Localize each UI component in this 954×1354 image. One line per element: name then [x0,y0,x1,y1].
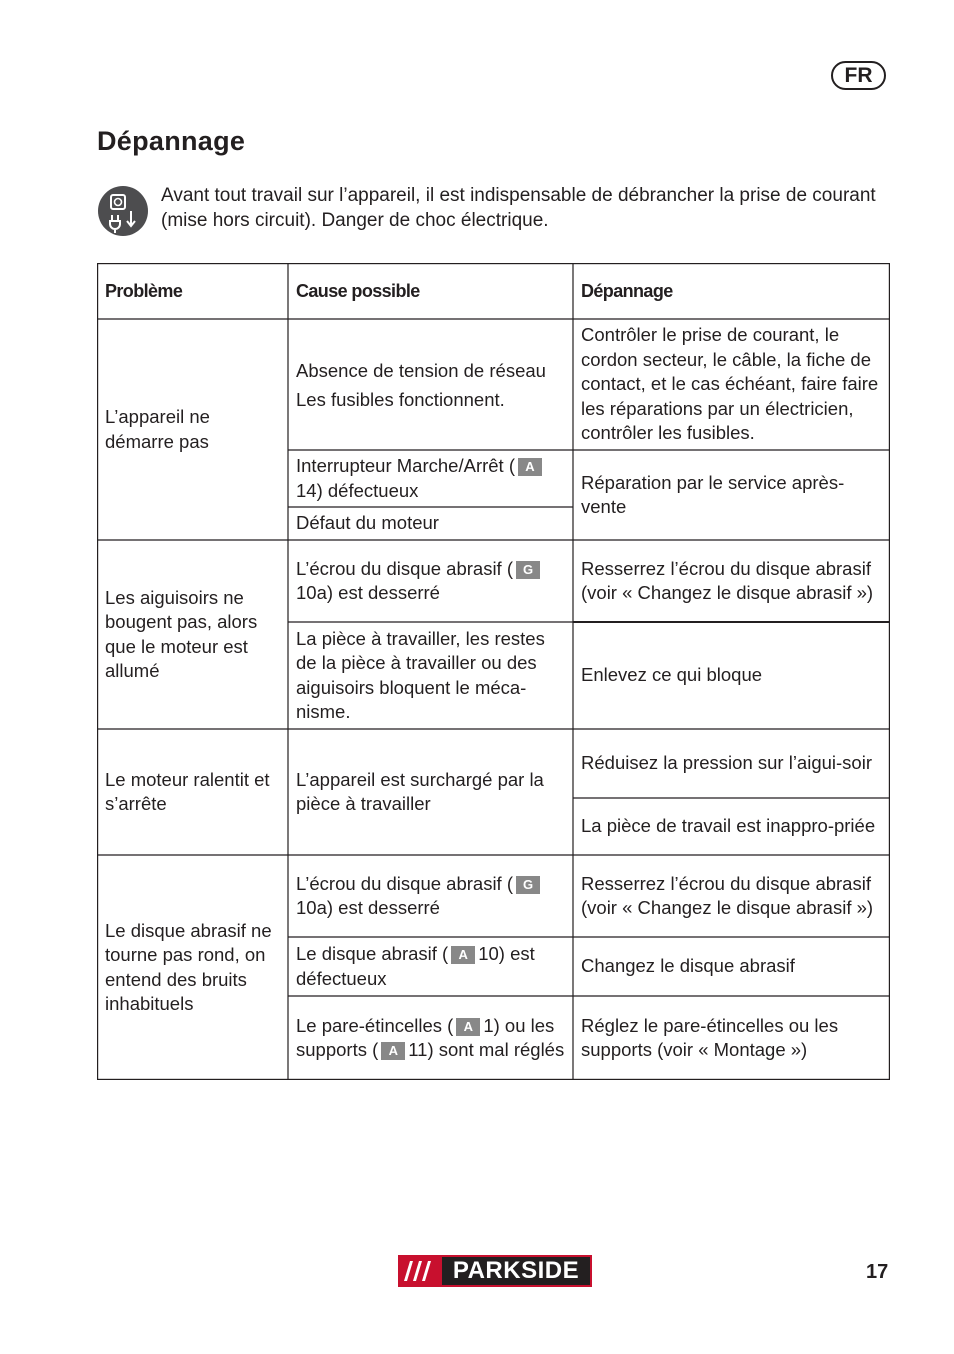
row1-cause-2: Interrupteur Marche/Arrêt ( A14) défectueux [288,450,573,507]
page-number: 17 [866,1261,889,1283]
row3-problem: Le moteur ralentit et s’arrête [105,768,270,814]
row4-fix-1: Resserrez l’écrou du disque abrasif (voir « Changez le disque abrasif ») [581,872,874,918]
row1-fix-1: Contrôler le prise de courant, le cordon secteur, le câble, la fiche de contact, et le cas échéant, faire faire les réparations par un électricien, contrôler les fusibles. [581,324,879,444]
figure-ref-badge: G [516,876,540,894]
brand-name: PARKSIDE [442,1257,590,1285]
row4-fix-2: Changez le disque abrasif [581,955,795,977]
row2-fix-1: Resserrez l’écrou du disque abrasif (voir « Changez le disque abrasif ») [581,557,874,603]
row4-cause-3: Le pare-étincelles ( A 1) ou les supports ( A 11) sont mal réglés [296,1014,565,1060]
parkside-logo [398,1255,592,1287]
row4-cause-2: Le disque abrasif ( A 10) est défectueux [296,943,535,989]
header-fix: Dépannage [581,280,673,301]
troubleshooting-table [97,263,890,1080]
row1-fix-2: Réparation par le service après-vente [581,471,845,517]
row1-cause-1: Absence de tension de réseau Les fusibles fonctionnent. [296,359,546,410]
unplug-icon [97,185,149,237]
row2-cause-2: La pièce à travailler, les restes de la pièce à travailler ou des aiguisoirs bloquent le méca-nisme. [296,627,545,722]
header-cause: Cause possible [296,280,420,301]
row2-fix-2: Enlevez ce qui bloque [581,664,763,686]
figure-ref-badge: A [456,1018,480,1036]
figure-ref-badge: A [518,458,542,476]
language-badge: FR [831,61,886,90]
row2-cause-1: L’écrou du disque abrasif ( G10a) est desserré [288,540,573,622]
row4-fix-3: Réglez le pare-étincelles ou les supports (voir « Montage ») [581,1014,839,1060]
row4-problem: Le disque abrasif ne tourne pas rond, on entend des bruits inhabituels [105,919,272,1014]
brand-stripes-icon [398,1255,442,1287]
row1-problem: L’appareil ne démarre pas [105,406,210,452]
row1-cause-3: Défaut du moteur [296,512,439,534]
row2-problem: Les aiguisoirs ne bougent pas, alors que le moteur est allumé [105,586,258,681]
warning-text: Avant tout travail sur l’appareil, il est indispensable de débrancher la prise de courant (mise hors circuit). Danger de choc électrique. [161,185,876,231]
header-problem: Problème [105,280,183,301]
row3-fix-2: La pièce de travail est inappro-priée [581,815,876,837]
row3-cause-1: L’appareil est surchargé par la pièce à travailler [296,768,544,814]
figure-ref-badge: A [451,946,475,964]
row4-cause-1: L’écrou du disque abrasif ( G10a) est desserré [288,855,573,937]
figure-ref-badge: G [516,561,540,579]
figure-ref-badge: A [381,1042,405,1060]
row3-fix-1: Réduisez la pression sur l’aigui-soir [581,752,872,774]
page-title: Dépannage [97,126,246,156]
